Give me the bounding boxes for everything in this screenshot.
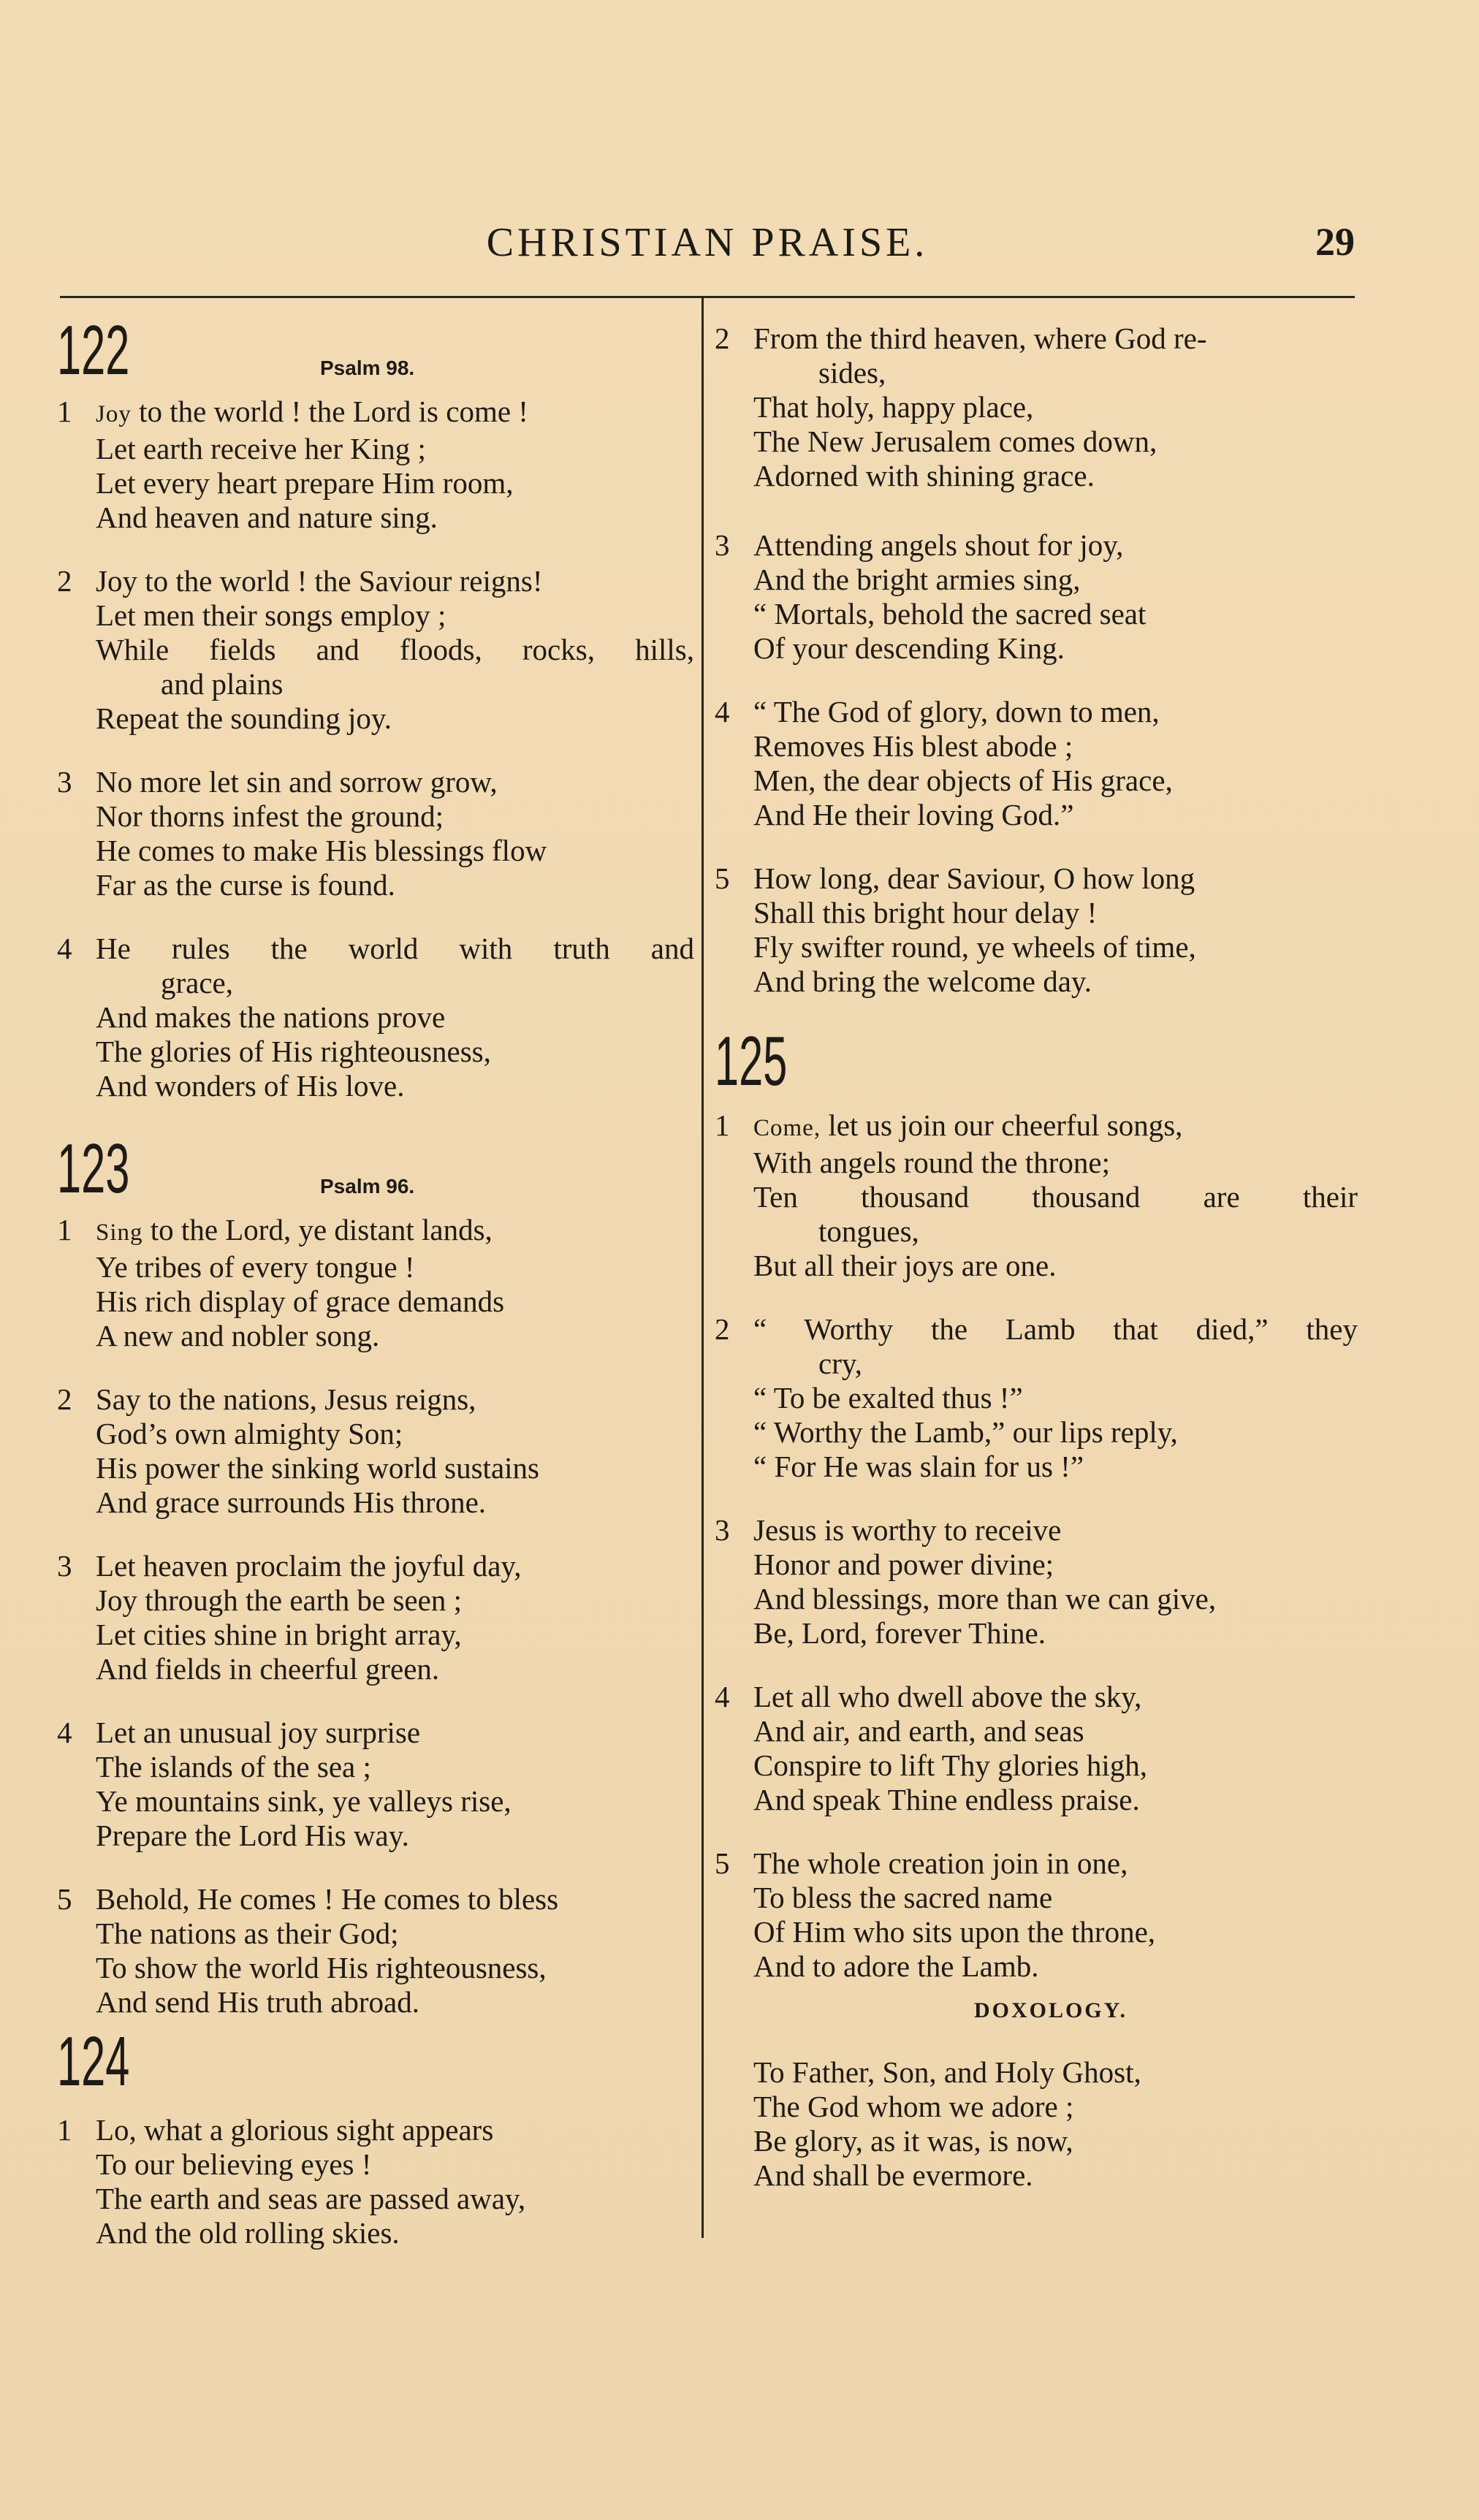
stanza	[57, 2113, 694, 2250]
verse-number: 3	[57, 765, 72, 799]
verse-line: The earth and seas are passed away,	[96, 2182, 526, 2215]
stanza	[715, 528, 1358, 666]
verse-line	[57, 1549, 694, 1583]
stanza	[715, 695, 1358, 832]
verse-line: “ To be exalted thus !”	[753, 1381, 1023, 1415]
verse-number: 3	[715, 1513, 730, 1547]
verse-line	[57, 1716, 694, 1750]
verse-line	[715, 1846, 1358, 1881]
verse-line: And blessings, more than we can give,	[753, 1582, 1217, 1615]
verse-number: 1	[715, 1108, 730, 1142]
verse-line	[57, 395, 694, 432]
verse-line: Shall this bright hour delay !	[753, 896, 1098, 929]
running-title: CHRISTIAN PRAISE.	[486, 220, 929, 265]
verse-number: 4	[57, 1716, 72, 1749]
verse-line: Men, the dear objects of His grace,	[753, 764, 1173, 797]
verse-number: 2	[715, 321, 730, 355]
verse-line	[57, 2113, 694, 2147]
right-column	[715, 321, 1358, 2222]
verse-line-text: Behold, He comes ! He comes to bless	[96, 1882, 559, 1916]
verse-line-text: He rules the world with truth and	[96, 932, 694, 965]
hymn-heading	[57, 311, 694, 395]
verse-line: And the old rolling skies.	[96, 2216, 400, 2250]
stanza	[715, 1680, 1358, 1817]
verse-line: And speak Thine endless praise.	[753, 1783, 1140, 1816]
verse-line	[57, 564, 694, 598]
verse-line: And fields in cheerful green.	[96, 1652, 440, 1686]
verse-line	[715, 528, 1358, 563]
stanza	[715, 861, 1358, 999]
stanza	[57, 932, 694, 1103]
hymn-heading	[715, 1022, 1358, 1108]
verse-line: Fly swifter round, ye wheels of time,	[753, 930, 1196, 964]
verse-line	[715, 1108, 1358, 1146]
verse-number: 3	[715, 528, 730, 562]
hymn-number: 123	[57, 1130, 130, 1208]
verse-line: Be glory, as it was, is now,	[753, 2124, 1073, 2158]
verse-line: And the bright armies sing,	[753, 563, 1081, 596]
verse-line	[715, 695, 1358, 729]
verse-line-text: Let heaven proclaim the joyful day,	[96, 1549, 522, 1583]
stanza	[57, 765, 694, 902]
verse-line: Adorned with shining grace.	[753, 459, 1095, 492]
hymn-source: Psalm 96.	[320, 1175, 415, 1198]
verse-line: That holy, happy place,	[753, 390, 1034, 424]
verse-line	[57, 1382, 694, 1417]
verse-line: But all their joys are one.	[753, 1249, 1057, 1282]
verse-line: “ Mortals, behold the sacred seat	[753, 597, 1147, 631]
doxology	[715, 1998, 1358, 2193]
verse-number: 2	[715, 1312, 730, 1346]
verse-line: And air, and earth, and seas	[753, 1714, 1084, 1748]
hymn-number: 122	[57, 311, 130, 389]
verse-line-text: Let an unusual joy surprise	[96, 1716, 421, 1749]
verse-line	[57, 765, 694, 799]
verse-number: 5	[715, 1846, 730, 1880]
verse-line: Let every heart prepare Him room,	[96, 466, 514, 500]
verse-line-continuation: and plains	[161, 667, 284, 701]
verse-line-text: Jesus is worthy to receive	[753, 1513, 1062, 1547]
verse-line: “ For He was slain for us !”	[753, 1450, 1084, 1483]
verse-line: And to adore the Lamb.	[753, 1949, 1039, 1983]
verse-line	[715, 321, 1358, 356]
verse-line-text: “ Worthy the Lamb that died,” they	[753, 1312, 1358, 1346]
verse-line-text: “ The God of glory, down to men,	[753, 695, 1160, 728]
page-header	[60, 219, 1355, 278]
verse-line	[715, 1312, 1358, 1347]
verse-number: 4	[715, 1680, 730, 1713]
hymn-124-start	[57, 2022, 694, 2250]
verse-line: Let cities shine in bright array,	[96, 1618, 462, 1651]
verse-line: And makes the nations prove	[96, 1000, 446, 1034]
verse-line: While fields and floods, rocks, hills,	[96, 633, 694, 666]
verse-line-text: No more let sin and sorrow grow,	[96, 765, 498, 799]
verse-line-text: Attending angels shout for joy,	[753, 528, 1124, 562]
verse-line: And send His truth abroad.	[96, 1985, 419, 2019]
verse-line: He comes to make His blessings flow	[96, 834, 547, 867]
hymn-123	[57, 1130, 694, 2020]
small-caps-word: Sing	[96, 1219, 143, 1246]
hymn-source: Psalm 98.	[320, 357, 415, 379]
verse-line: His rich display of grace demands	[96, 1284, 505, 1318]
verse-line	[715, 861, 1358, 896]
verse-line: A new and nobler song.	[96, 1319, 380, 1352]
verse-number: 1	[57, 395, 72, 428]
verse-line: Of your descending King.	[753, 631, 1065, 665]
verse-line: “ Worthy the Lamb,” our lips reply,	[753, 1415, 1178, 1449]
verse-line: And grace surrounds His throne.	[96, 1485, 487, 1519]
verse-line-text: let us join our cheerful songs,	[828, 1108, 1183, 1142]
verse-line: And wonders of His love.	[96, 1069, 405, 1103]
verse-line-continuation: tongues,	[818, 1214, 919, 1248]
column-divider	[702, 298, 704, 2238]
verse-number: 4	[715, 695, 730, 728]
verse-line: Of Him who sits upon the throne,	[753, 1915, 1156, 1949]
hymn-124-continued	[715, 321, 1358, 999]
stanza	[715, 321, 1358, 493]
verse-number: 4	[57, 932, 72, 965]
hymn-number: 125	[715, 1022, 788, 1100]
verse-line-text: to the Lord, ye distant lands,	[150, 1213, 493, 1246]
verse-line-text: From the third heaven, where God re-	[753, 321, 1207, 355]
verse-number: 5	[57, 1882, 72, 1916]
verse-line: To show the world His righteousness,	[96, 1951, 547, 1984]
verse-line-text: Say to the nations, Jesus reigns,	[96, 1382, 476, 1416]
verse-line-continuation: sides,	[818, 356, 886, 389]
hymn-122	[57, 311, 694, 1103]
verse-line: And bring the welcome day.	[753, 964, 1092, 998]
verse-line	[57, 1882, 694, 1916]
hymn-heading	[57, 2022, 694, 2113]
stanza	[57, 1549, 694, 1686]
verse-number: 1	[57, 1213, 72, 1246]
verse-line-continuation: cry,	[818, 1347, 862, 1380]
verse-line: The glories of His righteousness,	[96, 1035, 491, 1068]
verse-line: Let earth receive her King ;	[96, 432, 426, 465]
verse-line: Ye tribes of every tongue !	[96, 1250, 415, 1284]
verse-line-text: to the world ! the Lord is come !	[139, 395, 528, 428]
stanza	[57, 395, 694, 535]
verse-line: Be, Lord, forever Thine.	[753, 1616, 1046, 1650]
hymn-125	[715, 1022, 1358, 1984]
stanza	[57, 1213, 694, 1353]
verse-line: Conspire to lift Thy glories high,	[753, 1748, 1148, 1782]
verse-number: 3	[57, 1549, 72, 1583]
verse-line-text: How long, dear Saviour, O how long	[753, 861, 1195, 895]
verse-line-text: Joy to the world ! the Saviour reigns!	[96, 564, 543, 598]
verse-line: Let men their songs employ ;	[96, 598, 446, 632]
stanza	[57, 1382, 694, 1520]
stanza	[715, 1846, 1358, 1984]
stanza	[715, 2055, 1358, 2193]
verse-line	[715, 1680, 1358, 1714]
small-caps-word: Come,	[753, 1115, 821, 1141]
verse-number: 2	[57, 1382, 72, 1416]
verse-line: And He their loving God.”	[753, 798, 1074, 831]
verse-line: The God whom we adore ;	[753, 2090, 1074, 2123]
verse-line: His power the sinking world sustains	[96, 1451, 539, 1485]
stanza	[57, 564, 694, 736]
stanza	[57, 1716, 694, 1853]
stanza	[715, 1108, 1358, 1283]
verse-line: To bless the sacred name	[753, 1881, 1053, 1914]
verse-line	[57, 1213, 694, 1250]
verse-line: God’s own almighty Son;	[96, 1417, 403, 1450]
stanza	[715, 1513, 1358, 1651]
verse-line: The nations as their God;	[96, 1916, 399, 1950]
page-number: 29	[1315, 220, 1355, 264]
verse-line: Far as the curse is found.	[96, 868, 395, 902]
verse-line: Nor thorns infest the ground;	[96, 799, 444, 833]
verse-line: Ten thousand thousand are their	[753, 1180, 1358, 1214]
stanza	[715, 1312, 1358, 1484]
verse-line: With angels round the throne;	[753, 1146, 1110, 1179]
hymn-number: 124	[57, 2022, 130, 2101]
verse-line	[715, 1513, 1358, 1548]
verse-line: To our believing eyes !	[96, 2147, 372, 2181]
verse-line: The New Jerusalem comes down,	[753, 425, 1157, 458]
small-caps-word: Joy	[96, 401, 132, 427]
doxology-title: DOXOLOGY.	[973, 1998, 1128, 2022]
verse-line: The islands of the sea ;	[96, 1750, 371, 1784]
verse-line-text: Let all who dwell above the sky,	[753, 1680, 1142, 1713]
verse-line	[57, 932, 694, 966]
verse-line-continuation: grace,	[161, 966, 233, 1000]
verse-number: 5	[715, 861, 730, 895]
hymn-heading	[57, 1130, 694, 1213]
verse-line: Joy through the earth be seen ;	[96, 1583, 462, 1617]
verse-line: Prepare the Lord His way.	[96, 1819, 409, 1852]
verse-number: 2	[57, 564, 72, 598]
verse-line: Honor and power divine;	[753, 1548, 1054, 1581]
stanza	[57, 1882, 694, 2020]
verse-line: And shall be evermore.	[753, 2158, 1033, 2192]
verse-line: And heaven and nature sing.	[96, 500, 438, 534]
verse-line: Removes His blest abode ;	[753, 729, 1073, 763]
verse-line: Repeat the sounding joy.	[96, 701, 392, 735]
header-rule	[60, 296, 1355, 298]
verse-line: Ye mountains sink, ye valleys rise,	[96, 1784, 512, 1818]
left-column	[57, 311, 694, 2280]
verse-line: To Father, Son, and Holy Ghost,	[753, 2055, 1141, 2089]
verse-number: 1	[57, 2113, 72, 2147]
verse-line-text: The whole creation join in one,	[753, 1846, 1128, 1880]
verse-line-text: Lo, what a glorious sight appears	[96, 2113, 494, 2147]
